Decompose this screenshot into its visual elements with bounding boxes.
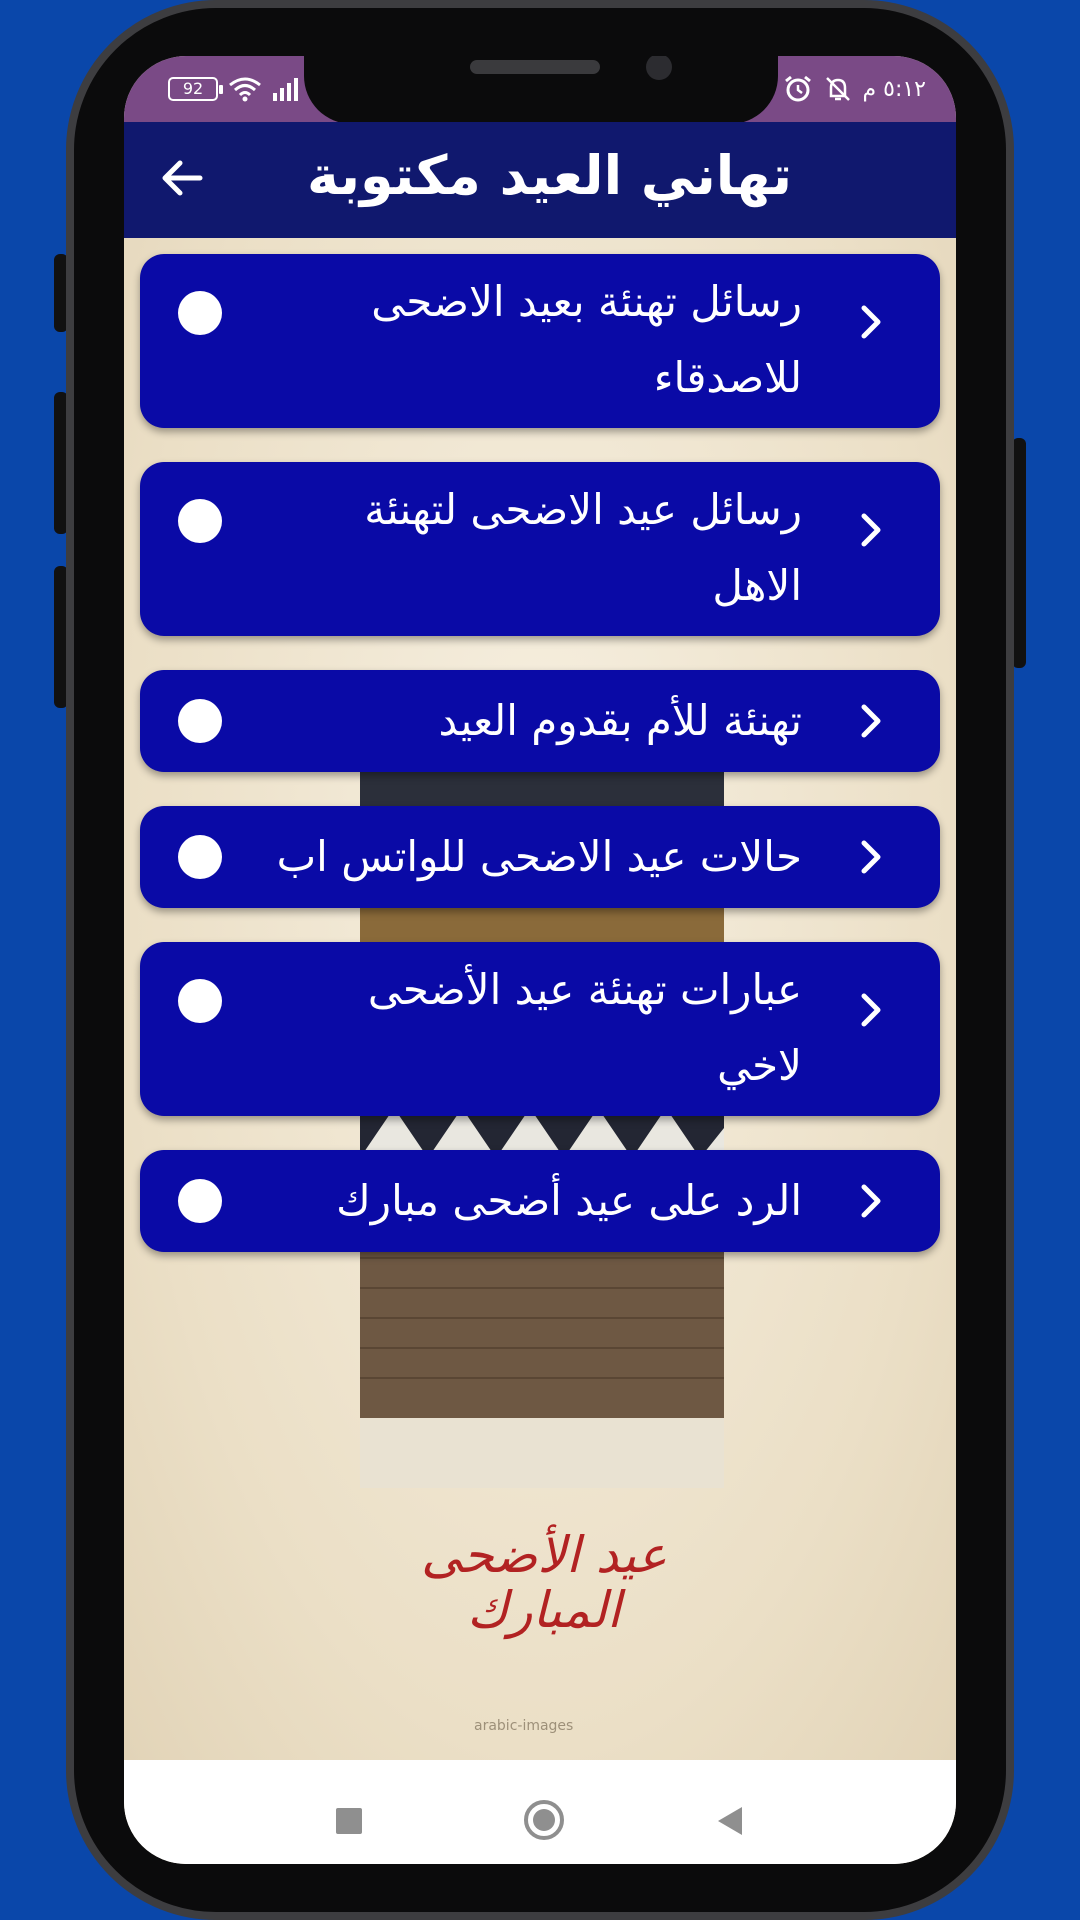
front-camera [646, 56, 672, 80]
eid-calligraphy: عيد الأضحى المبارك [421, 1526, 667, 1639]
radio-button[interactable] [178, 291, 222, 335]
speaker-grille [470, 60, 600, 74]
chevron-right-icon [854, 1181, 888, 1221]
list-item-line: حالات عيد الاضحى للواتس اب [276, 832, 802, 881]
watermark: arabic-images [474, 1718, 574, 1734]
list-item-label [242, 683, 802, 759]
chevron-right-icon [854, 990, 888, 1030]
recent-apps-icon[interactable] [336, 1808, 362, 1834]
list-item-line: عبارات تهنئة عيد الأضحى [367, 965, 802, 1014]
wifi-icon [228, 76, 262, 102]
clock: ٥:١٢ م [862, 76, 926, 102]
list-item-reply[interactable] [140, 1150, 940, 1252]
status-right [783, 74, 927, 104]
radio-button[interactable] [178, 835, 222, 879]
list-item-whatsapp[interactable] [140, 806, 940, 908]
list-item-line: الاهل [712, 561, 802, 610]
list-item-line: رسائل عيد الاضحى لتهنئة [364, 485, 802, 534]
list-item-label [242, 1163, 802, 1239]
chevron-right-icon [854, 510, 888, 550]
page-title: تهاني العيد مكتوبة [307, 144, 792, 207]
signal-icon [272, 77, 302, 101]
status-left [168, 76, 302, 102]
phone-screen [124, 56, 956, 1864]
battery-icon [168, 77, 218, 101]
muted-notifications-icon [823, 74, 853, 104]
power-button [1012, 438, 1026, 668]
alarm-icon [783, 74, 813, 104]
radio-button[interactable] [178, 499, 222, 543]
system-nav-bar [124, 1760, 956, 1864]
list-item-label [242, 952, 802, 1104]
home-icon[interactable] [524, 1800, 564, 1840]
list-item-friends[interactable] [140, 254, 940, 428]
back-triangle-icon[interactable] [714, 1804, 746, 1838]
list-item-line: رسائل تهنئة بعيد الاضحى [371, 277, 802, 326]
app-bar [124, 122, 956, 238]
chevron-right-icon [854, 837, 888, 877]
list-item-label [242, 472, 802, 624]
chevron-right-icon [854, 302, 888, 342]
battery-level: 92 [182, 79, 204, 98]
list-item-label [242, 819, 802, 895]
status-bar [124, 56, 956, 122]
list-item-line: للاصدقاء [653, 353, 802, 402]
list-item-line: تهنئة للأم بقدوم العيد [438, 696, 802, 745]
back-arrow-icon[interactable] [154, 150, 210, 206]
list-item-brother[interactable] [140, 942, 940, 1116]
camera-notch [304, 56, 778, 124]
list-item-line: لاخي [717, 1041, 802, 1090]
chevron-right-icon [854, 701, 888, 741]
radio-button[interactable] [178, 979, 222, 1023]
radio-button[interactable] [178, 1179, 222, 1223]
list-item-family[interactable] [140, 462, 940, 636]
list-item-label [242, 264, 802, 416]
list-item-mother[interactable] [140, 670, 940, 772]
list-item-line: الرد على عيد أضحى مبارك [336, 1176, 802, 1225]
radio-button[interactable] [178, 699, 222, 743]
